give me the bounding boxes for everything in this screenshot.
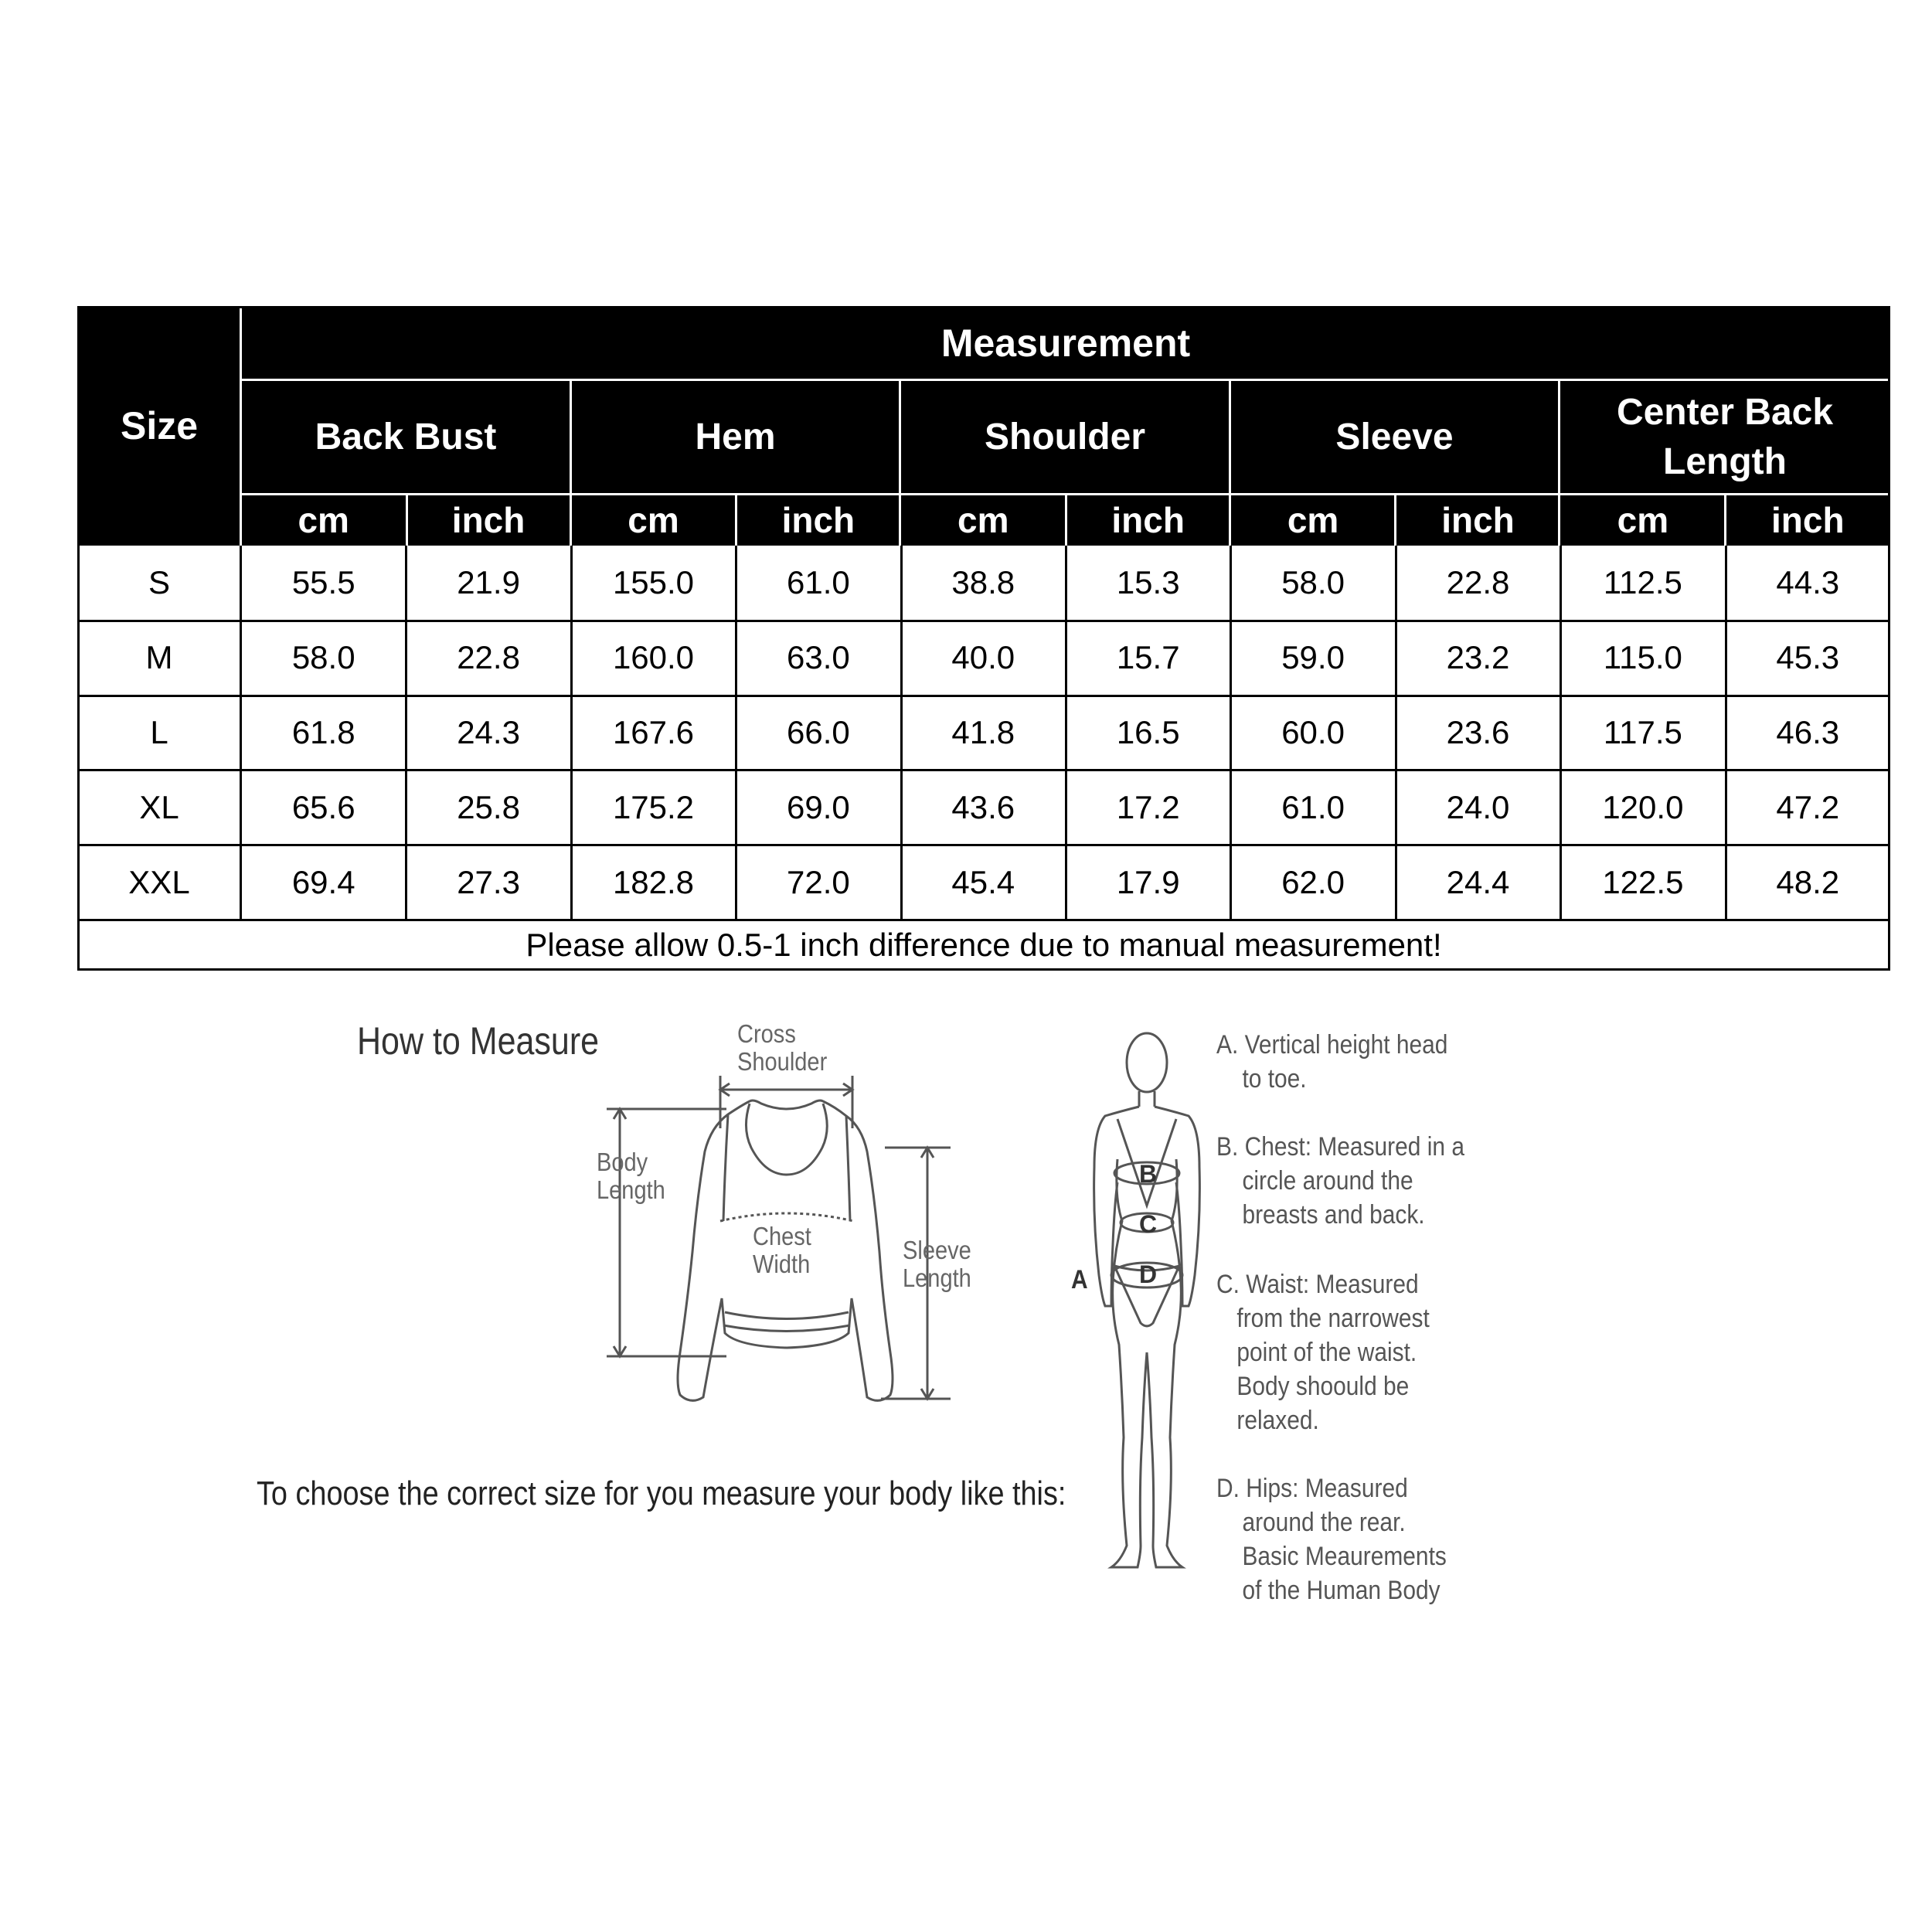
value-cell: 24.4	[1396, 845, 1560, 920]
note-b: B. Chest: Measured in a circle around the breasts and back.	[1216, 1132, 1464, 1230]
value-cell: 23.6	[1396, 696, 1560, 770]
value-cell: 69.0	[736, 770, 900, 845]
value-cell: 47.2	[1726, 770, 1890, 845]
value-cell: 58.0	[241, 621, 406, 696]
value-cell: 27.3	[406, 845, 570, 920]
unit-header-7: inch	[1396, 495, 1560, 546]
value-cell: 58.0	[1230, 546, 1395, 621]
group-header-shoulder: Shoulder	[900, 380, 1230, 495]
size-cell: XL	[77, 770, 241, 845]
unit-header-9: inch	[1726, 495, 1890, 546]
value-cell: 59.0	[1230, 621, 1395, 696]
value-cell: 48.2	[1726, 845, 1890, 920]
group-header-center-back-length: Center Back Length	[1560, 380, 1890, 495]
size-cell: S	[77, 546, 241, 621]
value-cell: 24.0	[1396, 770, 1560, 845]
note-c: C. Waist: Measured from the narrowest point of the waist. Body shoould be relaxed.	[1216, 1270, 1430, 1435]
value-cell: 72.0	[736, 845, 900, 920]
value-cell: 44.3	[1726, 546, 1890, 621]
table-footnote: Please allow 0.5-1 inch difference due to manual measurement!	[77, 920, 1890, 971]
value-cell: 175.2	[571, 770, 736, 845]
value-cell: 45.4	[901, 845, 1066, 920]
value-cell: 41.8	[901, 696, 1066, 770]
body-label-c: C	[1139, 1210, 1158, 1238]
value-cell: 63.0	[736, 621, 900, 696]
value-cell: 62.0	[1230, 845, 1395, 920]
value-cell: 45.3	[1726, 621, 1890, 696]
value-cell: 155.0	[571, 546, 736, 621]
sleeve-length-label: Sleeve Length	[903, 1236, 971, 1292]
body-label-b: B	[1139, 1160, 1158, 1188]
value-cell: 38.8	[901, 546, 1066, 621]
value-cell: 66.0	[736, 696, 900, 770]
size-cell: XXL	[77, 845, 241, 920]
value-cell: 69.4	[241, 845, 406, 920]
size-cell: M	[77, 621, 241, 696]
group-header-hem: Hem	[570, 380, 900, 495]
unit-header-0: cm	[241, 495, 406, 546]
value-cell: 167.6	[571, 696, 736, 770]
measurement-header: Measurement	[241, 306, 1890, 380]
value-cell: 43.6	[901, 770, 1066, 845]
value-cell: 17.2	[1066, 770, 1230, 845]
unit-header-5: inch	[1066, 495, 1230, 546]
value-cell: 15.7	[1066, 621, 1230, 696]
unit-header-1: inch	[406, 495, 570, 546]
size-cell: L	[77, 696, 241, 770]
cross-shoulder-label: Cross Shoulder	[737, 1019, 828, 1076]
unit-header-8: cm	[1560, 495, 1725, 546]
unit-header-3: inch	[736, 495, 900, 546]
value-cell: 22.8	[406, 621, 570, 696]
body-label-a: A	[1071, 1265, 1088, 1294]
value-cell: 55.5	[241, 546, 406, 621]
value-cell: 22.8	[1396, 546, 1560, 621]
unit-header-6: cm	[1230, 495, 1395, 546]
value-cell: 112.5	[1560, 546, 1725, 621]
unit-header-2: cm	[571, 495, 736, 546]
body-label-d: D	[1139, 1260, 1158, 1288]
size-chart-table	[77, 306, 1890, 971]
value-cell: 122.5	[1560, 845, 1725, 920]
size-column-header: Size	[77, 306, 241, 546]
value-cell: 21.9	[406, 546, 570, 621]
unit-header-4: cm	[901, 495, 1066, 546]
value-cell: 40.0	[901, 621, 1066, 696]
value-cell: 120.0	[1560, 770, 1725, 845]
group-header-sleeve: Sleeve	[1230, 380, 1560, 495]
value-cell: 23.2	[1396, 621, 1560, 696]
value-cell: 46.3	[1726, 696, 1890, 770]
value-cell: 115.0	[1560, 621, 1725, 696]
value-cell: 25.8	[406, 770, 570, 845]
value-cell: 16.5	[1066, 696, 1230, 770]
body-measure-diagram	[1066, 1020, 1221, 1592]
note-a: A. Vertical height head to toe.	[1216, 1030, 1448, 1094]
value-cell: 160.0	[571, 621, 736, 696]
value-cell: 117.5	[1560, 696, 1725, 770]
group-header-back-bust: Back Bust	[241, 380, 570, 495]
how-to-measure-title: How to Measure	[357, 1019, 600, 1063]
note-d: D. Hips: Measured around the rear. Basic Meaurements of the Human Body	[1216, 1474, 1447, 1605]
value-cell: 61.8	[241, 696, 406, 770]
value-cell: 61.0	[1230, 770, 1395, 845]
value-cell: 61.0	[736, 546, 900, 621]
choose-size-instruction: To choose the correct size for you measure your body like this:	[257, 1475, 1066, 1512]
value-cell: 24.3	[406, 696, 570, 770]
value-cell: 65.6	[241, 770, 406, 845]
chest-width-label: Chest Width	[753, 1222, 811, 1278]
body-length-label: Body Length	[597, 1148, 665, 1204]
value-cell: 182.8	[571, 845, 736, 920]
value-cell: 15.3	[1066, 546, 1230, 621]
value-cell: 60.0	[1230, 696, 1395, 770]
value-cell: 17.9	[1066, 845, 1230, 920]
